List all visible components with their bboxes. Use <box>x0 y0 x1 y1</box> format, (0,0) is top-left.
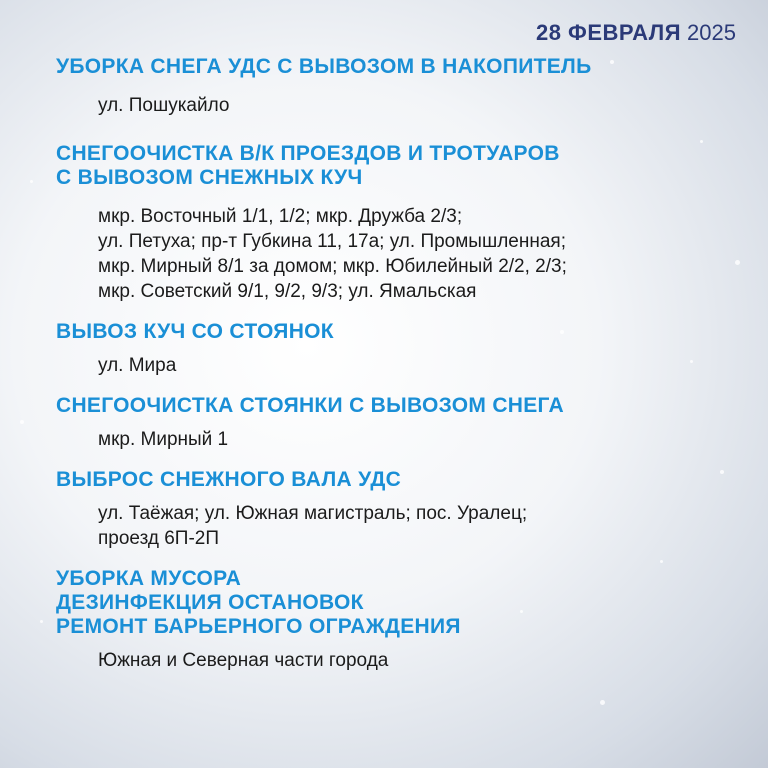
section-heading: ВЫВОЗ КУЧ СО СТОЯНОК <box>56 320 334 343</box>
date-year: 2025 <box>687 20 736 45</box>
section-addresses: мкр. Мирный 1 <box>98 429 229 450</box>
section-heading: УБОРКА СНЕГА УДС С ВЫВОЗОМ В НАКОПИТЕЛЬ <box>56 55 592 78</box>
section-snowbank-uds <box>56 468 746 551</box>
section-heading: СНЕГООЧИСТКА В/К ПРОЕЗДОВ И ТРОТУАРОВ С ВЫВОЗОМ СНЕЖНЫХ КУЧ <box>56 142 560 189</box>
section-addresses: ул. Таёжая; ул. Южная магистраль; пос. Уралец; проезд 6П-2П <box>98 503 528 549</box>
section-addresses: мкр. Восточный 1/1, 1/2; мкр. Дружба 2/3; ул. Петуха; пр-т Губкина 11, 17а; ул. Промышленная; мкр. Мирный 8/1 за домом; мкр. Юбилейный 2/2, 2/3; мкр. Советский 9/1, 9/2, 9/3; ул. Ямальская <box>98 206 567 302</box>
section-pile-removal-parking <box>56 320 746 378</box>
section-addresses: ул. Пошукайло <box>98 95 230 116</box>
section-addresses: Южная и Северная части города <box>98 650 389 671</box>
section-addresses: ул. Мира <box>98 355 177 376</box>
date-header <box>536 20 736 46</box>
section-heading: УБОРКА МУСОРА ДЕЗИНФЕКЦИЯ ОСТАНОВОК РЕМОНТ БАРЬЕРНОГО ОГРАЖДЕНИЯ <box>56 567 461 638</box>
section-heading: ВЫБРОС СНЕЖНОГО ВАЛА УДС <box>56 468 402 491</box>
section-driveways-sidewalks <box>56 142 746 304</box>
date-day-month: 28 ФЕВРАЛЯ <box>535 20 682 45</box>
section-parking-clearing <box>56 394 746 452</box>
section-heading: СНЕГООЧИСТКА СТОЯНКИ С ВЫВОЗОМ СНЕГА <box>56 394 564 417</box>
works-list <box>56 55 746 689</box>
section-snow-removal-uds <box>56 55 746 118</box>
section-garbage-disinfection-repair <box>56 567 746 673</box>
